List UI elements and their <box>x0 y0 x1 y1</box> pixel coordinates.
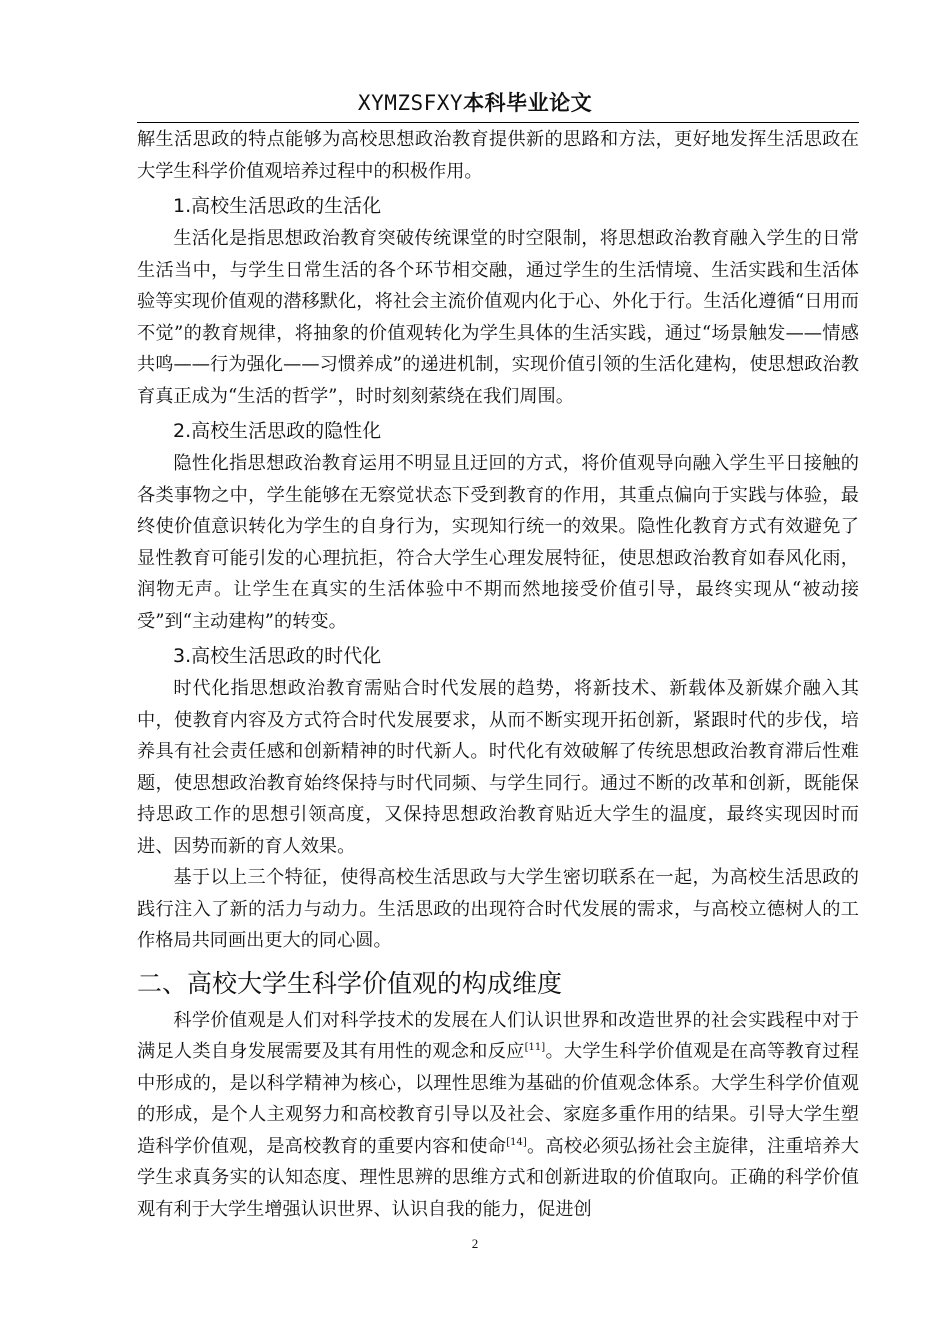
section-body-3: 时代化指思想政治教育需贴合时代发展的趋势，将新技术、新载体及新媒介融入其中，使教育内容及方式符合时代发展要求，从而不断实现开拓创新，紧跟时代的步伐，培养具有社会责任感和创新精神的时代新人。时代化有效破解了传统思想政治教育滞后性难题，使思想政治教育始终保持与时代同频、与学生同行。通过不断的改革和创新，既能保持思政工作的思想引领高度，又保持思想政治教育贴近大学生的温度，最终实现因时而进、因势而新的育人效果。 <box>137 678 859 857</box>
citation-ref-14: [14] <box>506 1136 527 1148</box>
section-body-1: 生活化是指思想政治教育突破传统课堂的时空限制，将思想政治教育融入学生的日常生活当中，与学生日常生活的各个环节相交融，通过学生的生活情境、生活实践和生活体验等实现价值观的潜移默化，将社会主流价值观内化于心、外化于行。生活化遵循“日用而不觉”的教育规律，将抽象的价值观转化为学生具体的生活实践，通过“场景触发——情感共鸣——行为强化——习惯养成”的递进机制，实现价值引领的生活化建构，使思想政治教育真正成为“生活的哲学”，时时刻刻萦绕在我们周围。 <box>137 228 859 407</box>
section-heading-2: 2.高校生活思政的隐性化 <box>173 420 382 442</box>
page-body <box>137 124 859 1225</box>
section-heading-3: 3.高校生活思政的时代化 <box>173 645 382 667</box>
section-heading-1: 1.高校生活思政的生活化 <box>173 195 382 217</box>
citation-ref-11: [11] <box>524 1042 546 1053</box>
chapter-body-part-c: 。高校必须弘扬社会主旋律，注重培养大学生求真务实的认知态度、理性思辨的思维方式和创新进取的价值取向。正确的科学价值观有利于大学生增强认识世界、认识自我的能力，促进创 <box>137 1135 859 1220</box>
page-number: 2 <box>471 1236 479 1251</box>
chapter-body <box>137 1005 859 1226</box>
chapter-heading: 二、高校大学生科学价值观的构成维度 <box>137 968 563 998</box>
intro-paragraph: 解生活思政的特点能够为高校思想政治教育提供新的思路和方法，更好地发挥生活思政在大学生科学价值观培养过程中的积极作用。 <box>137 129 859 182</box>
header-rule <box>137 122 859 123</box>
section-body-2: 隐性化指思想政治教育运用不明显且迂回的方式，将价值观导向融入学生平日接触的各类事物之中，学生能够在无察觉状态下受到教育的作用，其重点偏向于实践与体验，最终使价值意识转化为学生的自身行为，实现知行统一的效果。隐性化教育方式有效避免了显性教育可能引发的心理抗拒，符合大学生心理发展特征，使思想政治教育如春风化雨，润物无声。让学生在真实的生活体验中不期而然地接受价值引导，最终实现从“被动接受”到“主动建构”的转变。 <box>137 453 859 632</box>
chapter-body-part-a: 科学价值观是人们对科学技术的发展在人们认识世界和改造世界的社会实践程中对于满足人类自身发展需要及其有用性的观念和反应 <box>137 1009 859 1062</box>
chapter-body-part-b: 。大学生科学价值观是在高等教育过程中形成的，是以科学精神为核心，以理性思维为基础的价值观念体系。大学生科学价值观的形成，是个人主观努力和高校教育引导以及社会、家庭多重作用的结果。引导大学生塑造科学价值观，是高校教育的重要内容和使命 <box>137 1041 859 1157</box>
header-code: XYMZSFXY <box>357 91 464 115</box>
header-title: 本科毕业论文 <box>463 91 593 115</box>
summary-paragraph: 基于以上三个特征，使得高校生活思政与大学生密切联系在一起，为高校生活思政的践行注入了新的活力与动力。生活思政的出现符合时代发展的需求，与高校立德树人的工作格局共同画出更大的同心圆。 <box>137 867 859 951</box>
page-header <box>0 88 950 118</box>
